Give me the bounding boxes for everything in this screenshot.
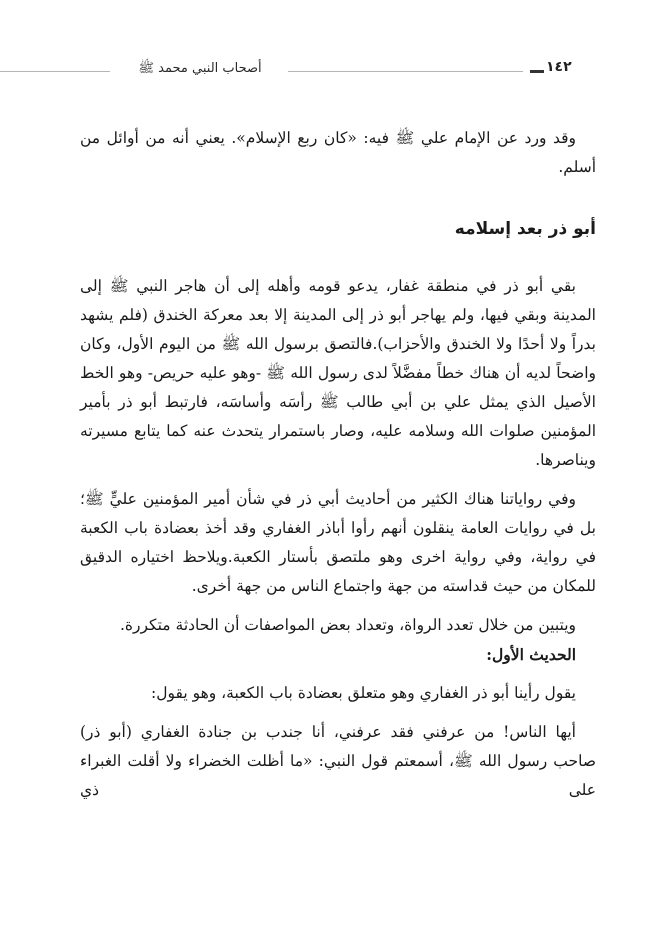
section-heading: أبو ذر بعد إسلامه bbox=[454, 219, 596, 239]
paragraph: ويتبين من خلال تعدد الرواة، وتعداد بعض المواصفات أن الحادثة متكررة. bbox=[119, 616, 576, 634]
header-rule-left bbox=[0, 71, 110, 72]
book-title: أصحاب النبي محمد ﷺ bbox=[138, 61, 262, 76]
paragraph: وفي رواياتنا هناك الكثير من أحاديث أبي ذر في شأن أمير المؤمنين عليٍّ ﷺ؛ بل في روايات العامة ينقلون أنهم رأوا أباذر الغفاري وقد أخذ بعضادة باب الكعبة في رواية، وفي رواية اخرى وهو ملتصق بأستار الكعبة.ويلاحظ اختياره الدقيق للمكان من حيث قداسته من جهة واجتماع الناس من جهة أخرى. bbox=[80, 490, 596, 595]
page-body bbox=[80, 124, 596, 805]
page-number-dash bbox=[530, 70, 544, 73]
page-number: ١٤٢ bbox=[546, 59, 572, 75]
header-rule-middle bbox=[288, 71, 523, 72]
paragraph: يقول رأينا أبو ذر الغفاري وهو متعلق بعضادة باب الكعبة، وهو يقول: bbox=[151, 684, 576, 702]
subheading: الحديث الأول: bbox=[486, 645, 576, 664]
intro-paragraph: وقد ورد عن الإمام علي ﷺ فيه: «كان ربع الإسلام». يعني أنه من أوائل من أسلم. bbox=[80, 129, 596, 176]
paragraph: أيها الناس! من عرفني فقد عرفني، أنا جندب بن جنادة الغفاري (أبو ذر) صاحب رسول الله ﷺ، أسمعتم قول النبي: «ما أظلت الخضراء ولا أقلت الغبراء على ذي bbox=[80, 723, 596, 799]
paragraph: بقي أبو ذر في منطقة غفار، يدعو قومه وأهله إلى أن هاجر النبي ﷺ إلى المدينة وبقي فيها، ولم يهاجر أبو ذر إلى المدينة إلا بعد معركة الخندق (فلم يشهد بدراً ولا أحدًا ولا الخندق والأحزاب).فالتصق برسول الله ﷺ من اليوم الأول، وكان واضحاً لديه أن هناك خطاً مفضَّلاً لدى رسول الله ﷺ -وهو عليه حريص- وهو الخط الأصيل الذي يمثل علي بن أبي طالب ﷺ رأسَه وأساسَه، فارتبط أبو ذر بأمير المؤمنين صلوات الله وسلامه عليه، وصار باستمرار يتحدث عنه كما يتابع مسيرته ويناصرها. bbox=[80, 277, 596, 469]
running-header bbox=[0, 58, 669, 84]
